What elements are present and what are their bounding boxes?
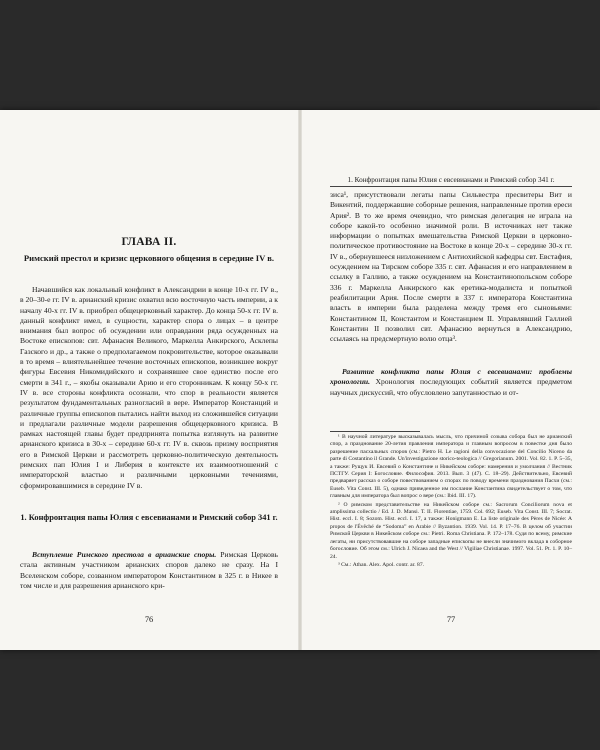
right-paragraph-1: зиса¹, присутствовали легаты папы Сильвестра пресвитеры Вит и Викентий, поддержавшие соборные решения, направленные против ереси Ария². В то же время очевидно, что римская делегация не играла на соборе какой-то особенно значимой роли. В источниках нет также информации о попытках вмешательства Римской Церкви в церковно-политическое противостояние на Востоке в конце 20-х – середине 30-х гг. IV в., обернувшееся низложением с Антиохийской кафедры свт. Евстафия, осуждением на Тирском соборе 335 г. свт. Афанасия и его направлением в ссылку в Галлию, а также осуждением на Константинопольском соборе 336 г. Маркелла Анкирского как еретика-модалиста и попыткой реабилитации Ария. После смерти в 337 г. императора Константина власть в империи была разделена между тремя его сыновьями: Константином II, Константом и Констанцием II. Управлявший Галлией Константин II позволил свт. Афанасию вернуться в Александрию, ссылаясь на предсмертную волю отца³. [330, 190, 572, 344]
left-page [0, 110, 298, 650]
chapter-subtitle: Римский престол и кризис церковного общения в середине IV в. [23, 253, 275, 263]
footnote-3: ³ См.: Athan. Alex. Apol. contr. ar. 87. [338, 561, 425, 568]
footnotes [330, 434, 572, 570]
book-spread [0, 110, 600, 650]
left-paragraph-2 [20, 550, 278, 591]
footnote-1: ¹ В научной литературе высказывалась мысль, что причиной созыва собора был не арианский спор, а празднование 20-летия правления императора и главным вопросом в повестке дня было разрешение пасхальных споров (см.: Pietro H. Le ragioni della convocazione del Concilio Niceno da parte di Costantino il Grande. Un'investigazione storico-teologica // Gregorianum. 2001. Vol. 82. 1. P. 5–35, а также: Рущук И. Евсевий о Константине и Никейском соборе: намерения и умолчания // Вестник ПСТГУ. Серия I: Богословие. Философия. 2013. Вып. 3 (47). С. 18–29). Действительно, Евсевий предваряет рассказ о соборе повествованием о спорах по поводу времени празднования Пасхи (см.: Euseb. Vita Const. III. 5), однако приведенное им послание Константина свидетельствует о том, что главным для императора был вопрос о вере (см.: Ibid. III. 17). [330, 434, 572, 500]
footnote-rule [330, 431, 420, 432]
running-head: 1. Конфронтация папы Юлия с евсевианами и Римский собор 341 г. [330, 176, 572, 187]
right-paragraph-2-lead: Развитие конфликта папы Юлия с евсевианами: проблемы хронологии. [330, 367, 572, 387]
footnote-2: ² О римском представительстве на Никейском соборе см.: Sacrorum Conciliorum nova et amplissima collectio / Ed. J. D. Mansi. T. II. Florentiae, 1759. Col. 692; Euseb. Vita Const. III. 7; Socrat. Hist. eccl. I. 8; Sozom. Hist. eccl. I. 17, а также: Honigmann E. La liste originale des Pères de Nicée: A propos de l'Évêché de “Sodoma” en Arabie // Byzantion. 1939. Vol. 14. P. 17–76. В целом об участии Римской Церкви в Никейском соборе см.: Pietri. Roma Christiana. P. 172–178. Судя по всему, римские легаты, ни присутствовавшие на соборе западные епископы не внесли значимого вклада в соборное богословие. Об этом см.: Ulrich J. Nicaea and the West // Vigiliae Christianae. 1997. Vol. 51. Pt. 1. P. 10–24. [330, 501, 572, 560]
right-paragraph-2-text: Хронология последующих событий является предметом научных дискуссий, что обусловлено запутанностью и от- [330, 377, 572, 397]
right-page [302, 110, 600, 650]
chapter-title: ГЛАВА II. [121, 236, 177, 248]
right-page-number: 77 [446, 615, 456, 624]
left-paragraph-2-lead: Вступление Римского престола в арианские споры. [32, 550, 217, 559]
left-paragraph-2-text: Римская Церковь стала активным участником арианских споров далеко не сразу. На I Вселенском соборе, созванном императором Константином в 325 г. в Никее в том числе и для разрешения арианского кри- [20, 550, 278, 590]
left-paragraph-1: Начавшийся как локальный конфликт в Александрии в конце 10-х гг. IV в., в 20–30-е гг. IV в. арианский кризис охватил всю восточную часть империи, а к началу 40-х гг. IV в. приобрел общецерковный характер. До конца 50-х гг. IV в. данный конфликт имел, в сущности, характер спора о лицах – в центре внимания был вопрос об осуждении или оправдании ряда осужденных на Востоке епископов: свт. Афанасия Великого, Маркелла Анкирского, Асклепы Газского и др., а также о предполагаемом покровительстве, которое оказывали в то время – влиятельнейшее течение восточных епископов, возникшее вокруг фигуры Евсевия Никомидийского и сохранявшее свое единство после его смерти в 341 г., – якобы оказывали Арию и его сторонникам. К концу 50-х гг. IV в. все стороны конфликта осознали, что спор в реальности является результатом фундаментальных разногласий в вере. Император Констанций и различные группы епископов пытались найти выход из сложившейся ситуации и предлагали различные модели разрешения общецерковного кризиса. В рамках настоящей главы будет предпринята попытка взглянуть на развитие арианского кризиса в 30-х – середине 60-х гг. IV в. сквозь призму восприятия его в Римской Церкви и рассмотреть церковно-политическую деятельность римских пап Юлия I и Либерия в контексте их взаимоотношений с императорской властью и различными церковными течениями, сформировавшимися в середине IV в. [20, 285, 278, 490]
right-paragraph-2 [330, 367, 572, 398]
left-page-number: 76 [144, 615, 154, 624]
section-title: 1. Конфронтация папы Юлия с евсевианами и Римский собор 341 г. [20, 513, 278, 522]
